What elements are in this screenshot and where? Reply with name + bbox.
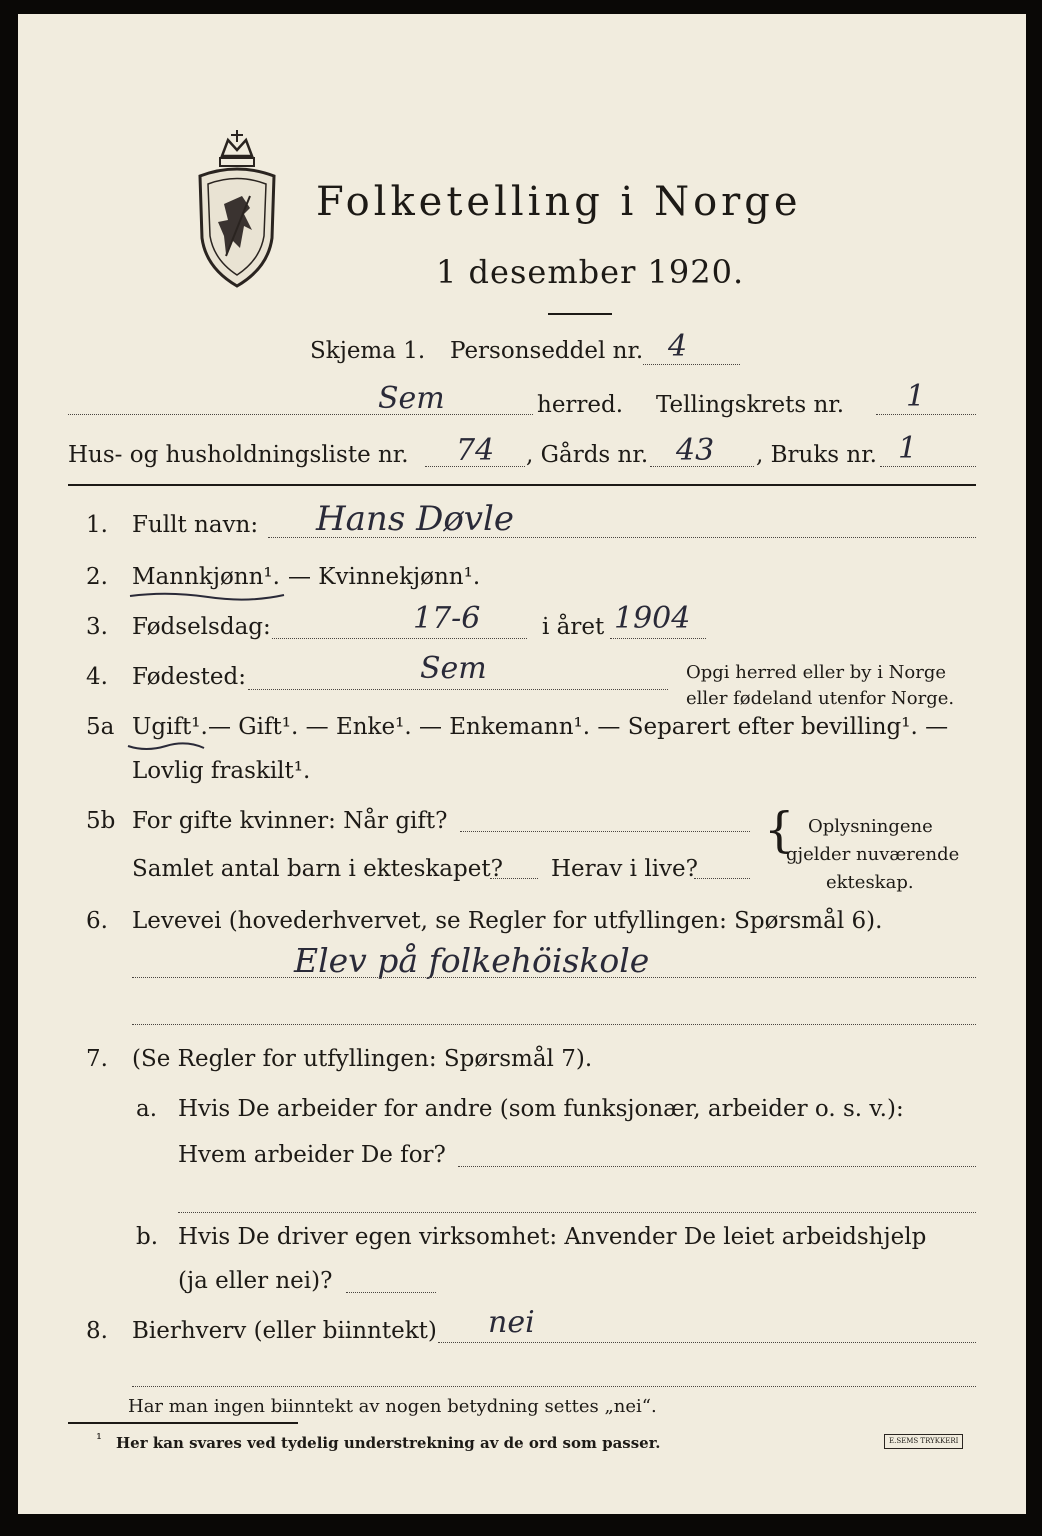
title-divider (548, 313, 612, 315)
q7a-letter: a. (136, 1096, 158, 1122)
q3-label: Fødselsdag: (132, 614, 271, 640)
footnote-mark: ¹ (96, 1430, 103, 1448)
q7a-text: Hvis De arbeider for andre (som funksjonær, arbeider o. s. v.): (178, 1096, 904, 1122)
q5b-number: 5b (86, 808, 116, 834)
employer-field-line2[interactable] (178, 1212, 976, 1213)
year-label: i året (542, 614, 605, 640)
q7-number: 7. (86, 1046, 108, 1072)
tellingskrets-label: Tellingskrets nr. (656, 392, 845, 418)
form-title: Folketelling i Norge (316, 179, 802, 225)
q6-label: Levevei (hovederhvervet, se Regler for utfyllingen: Spørsmål 6). (132, 908, 883, 934)
bruks-value: 1 (898, 431, 918, 466)
q4-label: Fødested: (132, 664, 247, 690)
living-count-field[interactable] (694, 878, 750, 879)
birthplace-value: Sem (420, 651, 487, 686)
footnote-text: Her kan svares ved tydelig understrekning av de ord som passer. (116, 1434, 661, 1452)
birthplace-field[interactable] (248, 689, 668, 690)
schema-label: Skjema 1. (310, 338, 426, 364)
herred-label: herred. (537, 392, 624, 418)
footnote-rule (68, 1422, 298, 1424)
header-rule (68, 484, 976, 486)
q8-label: Bierhverv (eller biinntekt) (132, 1318, 437, 1344)
occupation-field-line1[interactable] (132, 977, 976, 978)
birthplace-note-line1: Opgi herred eller by i Norge (686, 662, 947, 683)
q1-label: Fullt navn: (132, 512, 259, 538)
unmarried-underline-mark (126, 738, 206, 754)
herred-value: Sem (378, 381, 445, 416)
birthday-value: 17-6 (413, 601, 481, 636)
q7-label: (Se Regler for utfyllingen: Spørsmål 7). (132, 1046, 593, 1072)
personseddel-value: 4 (668, 329, 688, 364)
personseddel-label: Personseddel nr. (450, 338, 644, 364)
side-income-note: Har man ingen biinntekt av nogen betydning settes „nei“. (128, 1396, 657, 1417)
marriage-note-line1: Oplysningene (808, 816, 933, 837)
side-income-field-line2[interactable] (132, 1386, 976, 1387)
married-when-field[interactable] (460, 831, 750, 832)
q3-number: 3. (86, 614, 108, 640)
note-brace: { (764, 802, 795, 858)
employer-field-line1[interactable] (458, 1166, 976, 1167)
hus-label: Hus- og husholdningsliste nr. (68, 442, 409, 468)
q6-number: 6. (86, 908, 108, 934)
census-form (18, 14, 1026, 1514)
bruks-field[interactable] (880, 466, 976, 467)
gender-female-option[interactable]: — Kvinnekjønn¹. (288, 564, 481, 590)
bruks-label: , Bruks nr. (756, 442, 877, 468)
tellingskrets-field[interactable] (876, 414, 976, 415)
marriage-note-line2: gjelder nuværende (786, 844, 960, 865)
q7b-text: Hvis De driver egen virksomhet: Anvender De leiet arbeidshjelp (178, 1224, 927, 1250)
birthplace-note-line2: eller fødeland utenfor Norge. (686, 688, 955, 709)
hired-help-field[interactable] (346, 1292, 436, 1293)
hus-value: 74 (456, 433, 495, 468)
q7b-question: (ja eller nei)? (178, 1268, 333, 1294)
q7a-question: Hvem arbeider De for? (178, 1142, 446, 1168)
coat-of-arms-icon (192, 126, 282, 291)
gards-label: , Gårds nr. (526, 442, 649, 468)
q7b-letter: b. (136, 1224, 159, 1250)
full-name-value: Hans Døvle (316, 499, 515, 539)
marriage-note-line3: ekteskap. (826, 872, 914, 893)
occupation-value: Elev på folkehöiskole (294, 941, 650, 980)
q4-number: 4. (86, 664, 108, 690)
q8-number: 8. (86, 1318, 108, 1344)
occupation-field-line2[interactable] (132, 1024, 976, 1025)
gards-value: 43 (676, 433, 715, 468)
herred-field[interactable] (68, 414, 533, 415)
birthday-field[interactable] (272, 638, 527, 639)
side-income-field[interactable] (438, 1342, 976, 1343)
children-label: Samlet antal barn i ekteskapet? (132, 856, 503, 882)
gender-male-option[interactable]: Mannkjønn¹. (132, 564, 280, 590)
children-count-field[interactable] (490, 878, 538, 879)
q5b-label: For gifte kvinner: Når gift? (132, 808, 448, 834)
printer-stamp: E.SEMS TRYKKERI (884, 1434, 963, 1449)
male-underline-mark (128, 589, 288, 603)
marital-unmarried-option[interactable]: Ugift¹. (132, 714, 208, 740)
personseddel-field[interactable] (643, 364, 740, 365)
q1-number: 1. (86, 512, 108, 538)
tellingskrets-value: 1 (906, 379, 926, 414)
birth-year-field[interactable] (610, 638, 706, 639)
marital-divorced-option[interactable]: Lovlig fraskilt¹. (132, 758, 311, 784)
marital-other-options[interactable]: — Gift¹. — Enke¹. — Enkemann¹. — Separert efter bevilling¹. — (208, 714, 949, 740)
side-income-value: nei (488, 1305, 535, 1340)
birth-year-value: 1904 (614, 601, 691, 636)
q5a-number: 5a (86, 714, 115, 740)
census-date: 1 desember 1920. (436, 253, 745, 291)
living-label: Herav i live? (551, 856, 698, 882)
q2-number: 2. (86, 564, 108, 590)
